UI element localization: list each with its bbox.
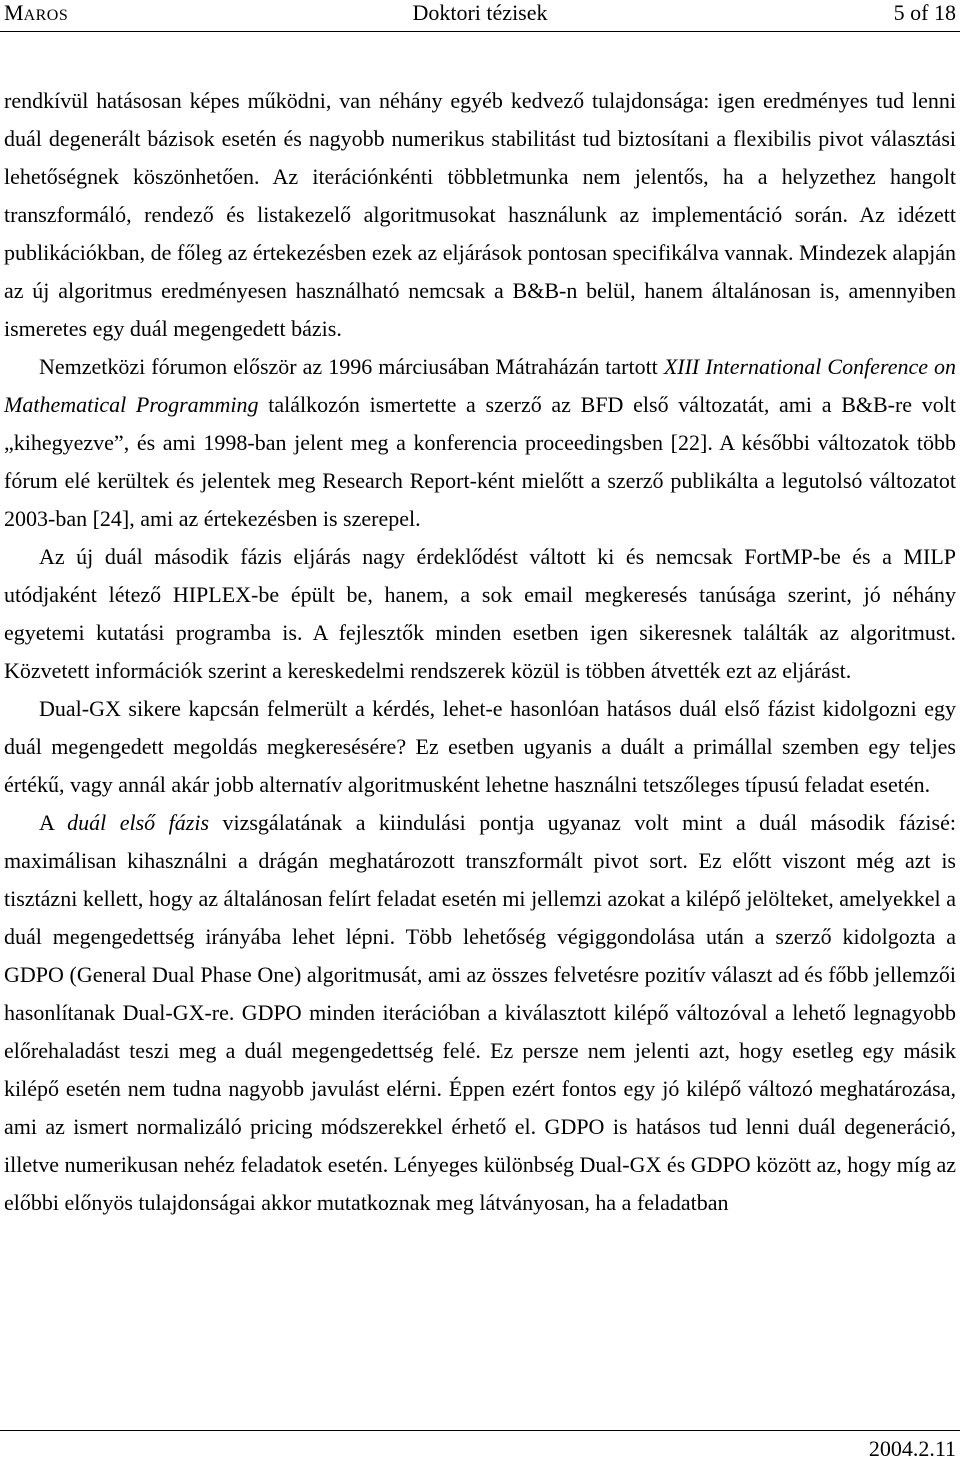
page-header [0, 0, 960, 30]
paragraph-2-end: találkozón ismertette a szerző az BFD első változatát, ami a B&B-re volt „kihegyezve”, és ami 1998-ban jelent meg a konferencia proceedingsben [22]. A későbbi változatok több fórum elé kerültek és jelentek meg Research Report-ként mielőtt a szerző publikálta a legutolsó változatot 2003-ban [24], ami az értekezésben is szerepel. [4, 392, 957, 531]
dual-phase-one-term: duál első fázis [67, 810, 210, 835]
header-page-number: 5 of 18 [893, 0, 956, 25]
paragraph-4: Dual-GX sikere kapcsán felmerült a kérdés, lehet-e hasonlóan hatásos duál első fázist kidolgozni egy duál megengedett megoldás megkeresésére? Ez esetben ugyanis a duált a primállal szemben egy teljes értékű, vagy annál akár jobb alternatív algoritmusként lehetne használni tetszőleges típusú feladat esetén. [4, 696, 956, 797]
paragraph-2 [4, 348, 956, 538]
footer-date: 2004.2.11 [868, 1436, 956, 1461]
header-title: Doktori tézisek [412, 0, 548, 25]
paragraph-2-start: Nemzetközi fórumon először az 1996 márciusában Mátraházán tartott [39, 354, 664, 379]
paragraph-5 [4, 804, 956, 1222]
paragraph-3: Az új duál második fázis eljárás nagy érdeklődést váltott ki és nemcsak FortMP-be és a MILP utódjaként létező HIPLEX-be épült be, hanem, a sok email megkeresés tanúsága szerint, jó néhány egyetemi kutatási programba is. A fejlesztők minden esetben igen sikeresnek találták az algoritmust. Közvetett információk szerint a kereskedelmi rendszerek közül is többen átvették ezt az eljárást. [4, 544, 956, 683]
header-rule [0, 31, 960, 32]
header-author-initial: M [4, 0, 24, 25]
conference-name: XIII International Conference on Mathematical Programming [4, 354, 957, 417]
paragraph-1: rendkívül hatásosan képes működni, van néhány egyéb kedvező tulajdonsága: igen eredményes tud lenni duál degenerált bázisok esetén és nagyobb numerikus stabilitást tud biztosítani a flexibilis pivot választási lehetőségnek köszönhetően. Az iterációnkénti többletmunka nem jelentős, ha a helyzethez hangolt transzformáló, rendező és listakezelő algoritmusokat használunk az implementáció során. Az idézett publikációkban, de főleg az értekezésben ezek az eljárások pontosan specifikálva vannak. Mindezek alapján az új algoritmus eredményesen használható nemcsak a B&B-n belül, hanem általánosan is, amennyiben ismeretes egy duál megengedett bázis. [4, 88, 956, 341]
header-author-rest: AROS [23, 7, 69, 24]
paragraph-5-start: A [39, 810, 68, 835]
footer-rule [0, 1430, 960, 1431]
body-text [4, 82, 956, 1222]
paragraph-5-end: vizsgálatának a kiindulási pontja ugyanaz volt mint a duál második fázisé: maximálisan kihasználni a drágán meghatározott transzformált pivot sort. Ez előtt viszont még azt is tisztázni kellett, hogy az általánosan felírt feladat esetén mi jellemzi azokat a kilépő jelölteket, amelyekkel a duál megengedettség irányába lehet lépni. Több lehetőség végiggondolása után a szerző kidolgozta a GDPO (General Dual Phase One) algoritmusát, ami az összes felvetésre pozitív választ ad és főbb jellemzői hasonlítanak Dual-GX-re. GDPO minden iterációban a kiválasztott kilépő változóval a lehető legnagyobb előrehaladást teszi meg a duál megengedettség felé. Ez persze nem jelenti azt, hogy esetleg egy másik kilépő esetén nem tudna nagyobb javulást elérni. Éppen ezért fontos egy jó kilépő változó meghatározása, ami az ismert normalizáló pricing módszerekkel érhető el. GDPO is hatásos tud lenni duál degeneráció, illetve numerikusan nehéz feladatok esetén. Lényeges különbség Dual-GX és GDPO között az, hogy míg az előbbi előnyös tulajdonságai akkor mutatkoznak meg látványosan, ha a feladatban [4, 810, 956, 1215]
